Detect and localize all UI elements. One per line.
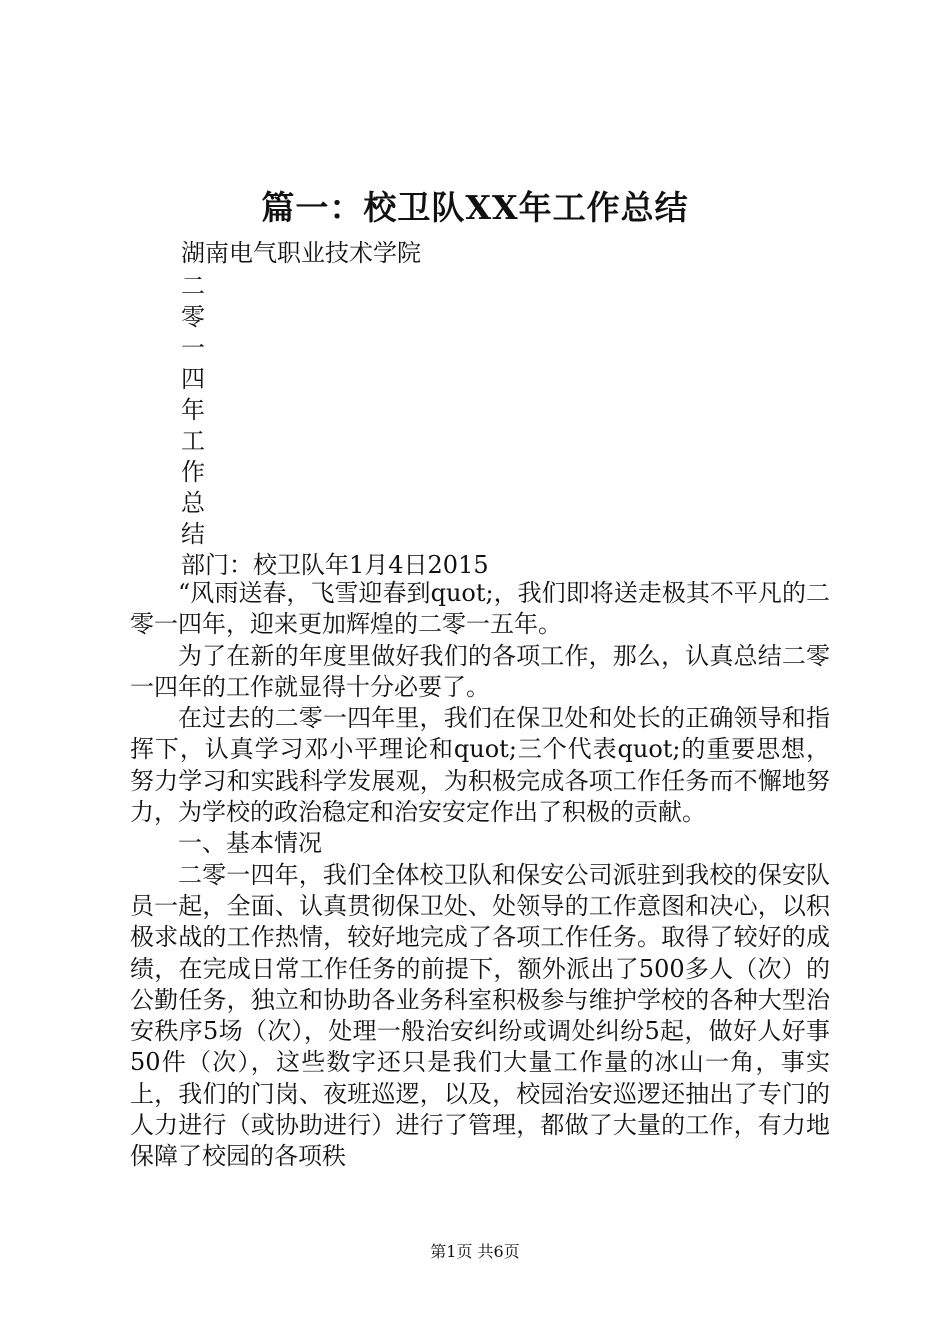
vertical-char: 作 — [181, 458, 205, 486]
vertical-char: 一 — [181, 334, 205, 362]
vertical-char: 零 — [181, 303, 205, 331]
paragraph: 二零一四年，我们全体校卫队和保安公司派驻到我校的保安队员一起，全面、认真贯彻保卫处、处领导的工作意图和决心，以积极求战的工作热情，较好地完成了各项工作任务。取得了较好的成绩，在完成日常工作任务的前提下，额外派出了500多人（次）的公勤任务，独立和协助各业务科室积极参与维护学校的各种大型治安秩序5场（次），处理一般治安纠纷或调处纠纷5起，做好人好事50件（次），这些数字还只是我们大量工作量的冰山一角，事实上，我们的门岗、夜班巡逻，以及，校园治安巡逻还抽出了专门的人力进行（或协助进行）进行了管理，都做了大量的工作，有力地保障了校园的各项秩 — [130, 860, 830, 1171]
section-heading: 一、基本情况 — [178, 829, 322, 858]
document-body — [130, 578, 830, 1173]
vertical-char: 总 — [181, 489, 205, 517]
page-footer: 第1页 共6页 — [430, 1242, 520, 1261]
vertical-char: 年 — [181, 396, 205, 424]
vertical-char: 四 — [181, 365, 205, 393]
paragraph: 在过去的二零一四年里，我们在保卫处和处长的正确领导和指挥下，认真学习邓小平理论和quot;三个代表quot;的重要思想，努力学习和实践科学发展观，为积极完成各项工作任务而不懈地努力，为学校的政治稳定和治安安定作出了积极的贡献。 — [130, 704, 830, 827]
vertical-char: 结 — [181, 520, 205, 548]
vertical-char: 工 — [181, 427, 205, 455]
paragraph: 为了在新的年度里做好我们的各项工作，那么，认真总结二零一四年的工作就显得十分必要了。 — [130, 641, 830, 701]
school-name: 湖南电气职业技术学院 — [181, 239, 421, 267]
vertical-char: 二 — [181, 272, 205, 300]
paragraph: “风雨送春，飞雪迎春到quot;，我们即将送走极其不平凡的二零一四年，迎来更加辉煌的二零一五年。 — [130, 579, 830, 639]
department-line: 部门：校卫队年1月4日2015 — [181, 551, 489, 579]
document-title: 篇一：校卫队XX年工作总结 — [261, 188, 689, 227]
